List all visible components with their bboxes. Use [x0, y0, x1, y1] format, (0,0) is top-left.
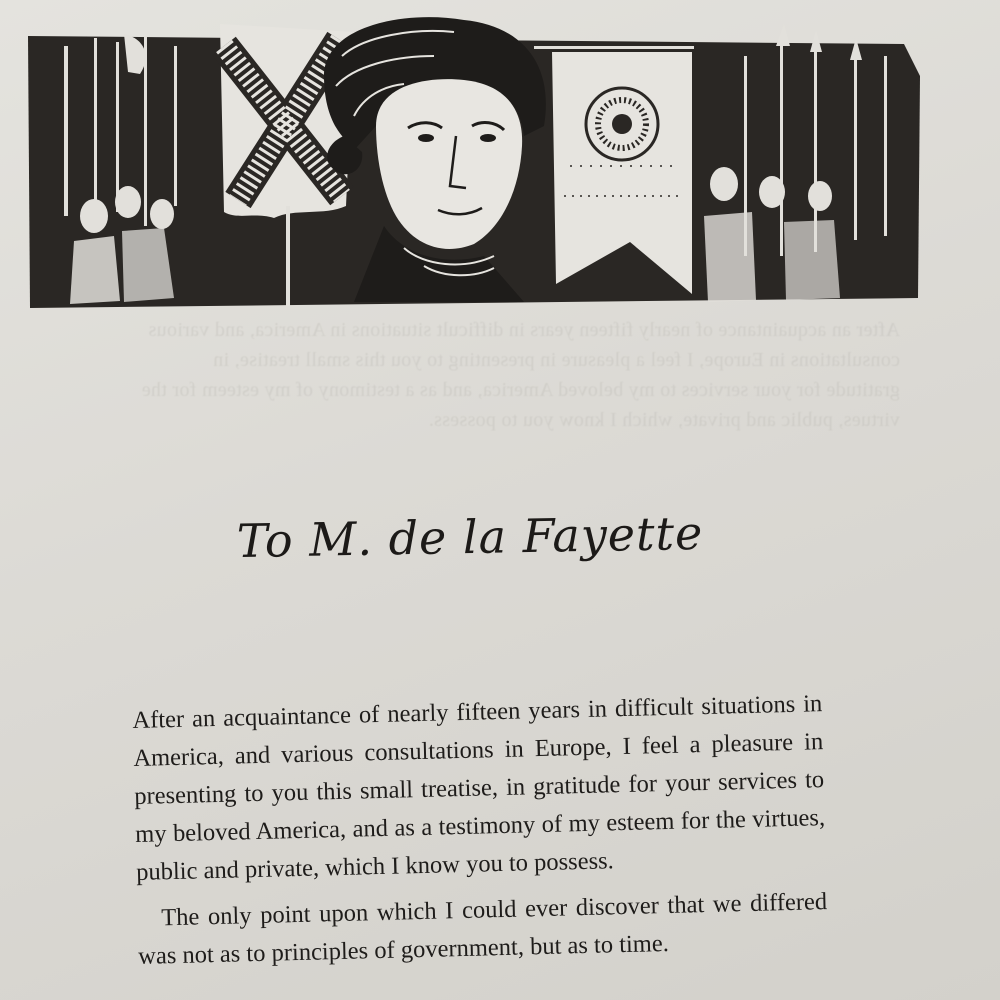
letter-title: To M. de la Fayette: [236, 505, 704, 569]
letter-paragraph-1: After an acquaintance of nearly fifteen years in difficult situations in America, and various consultations in Europe, I feel a pleasure in presenting to you this small treatise, in gratitude for your services to my beloved America, and as a testimony of my esteem for the virtues, public and private, which I know you to possess.: [132, 690, 826, 886]
letter-paragraph-2: The only point upon which I could ever discover that we differed was not as to principles of government, but as to time.: [137, 888, 828, 970]
letter-body: [132, 685, 828, 976]
engraved-portrait-illustration: [24, 16, 924, 308]
show-through-text: After an acquaintance of nearly fifteen years in difficult situations in America, and various consultations in Europe, I feel a pleasure in presenting to you this small treatise, in gratitude for your services to my beloved America, and as a testimony of my esteem for the virtues, public and private, which I know you to possess.: [141, 319, 900, 431]
